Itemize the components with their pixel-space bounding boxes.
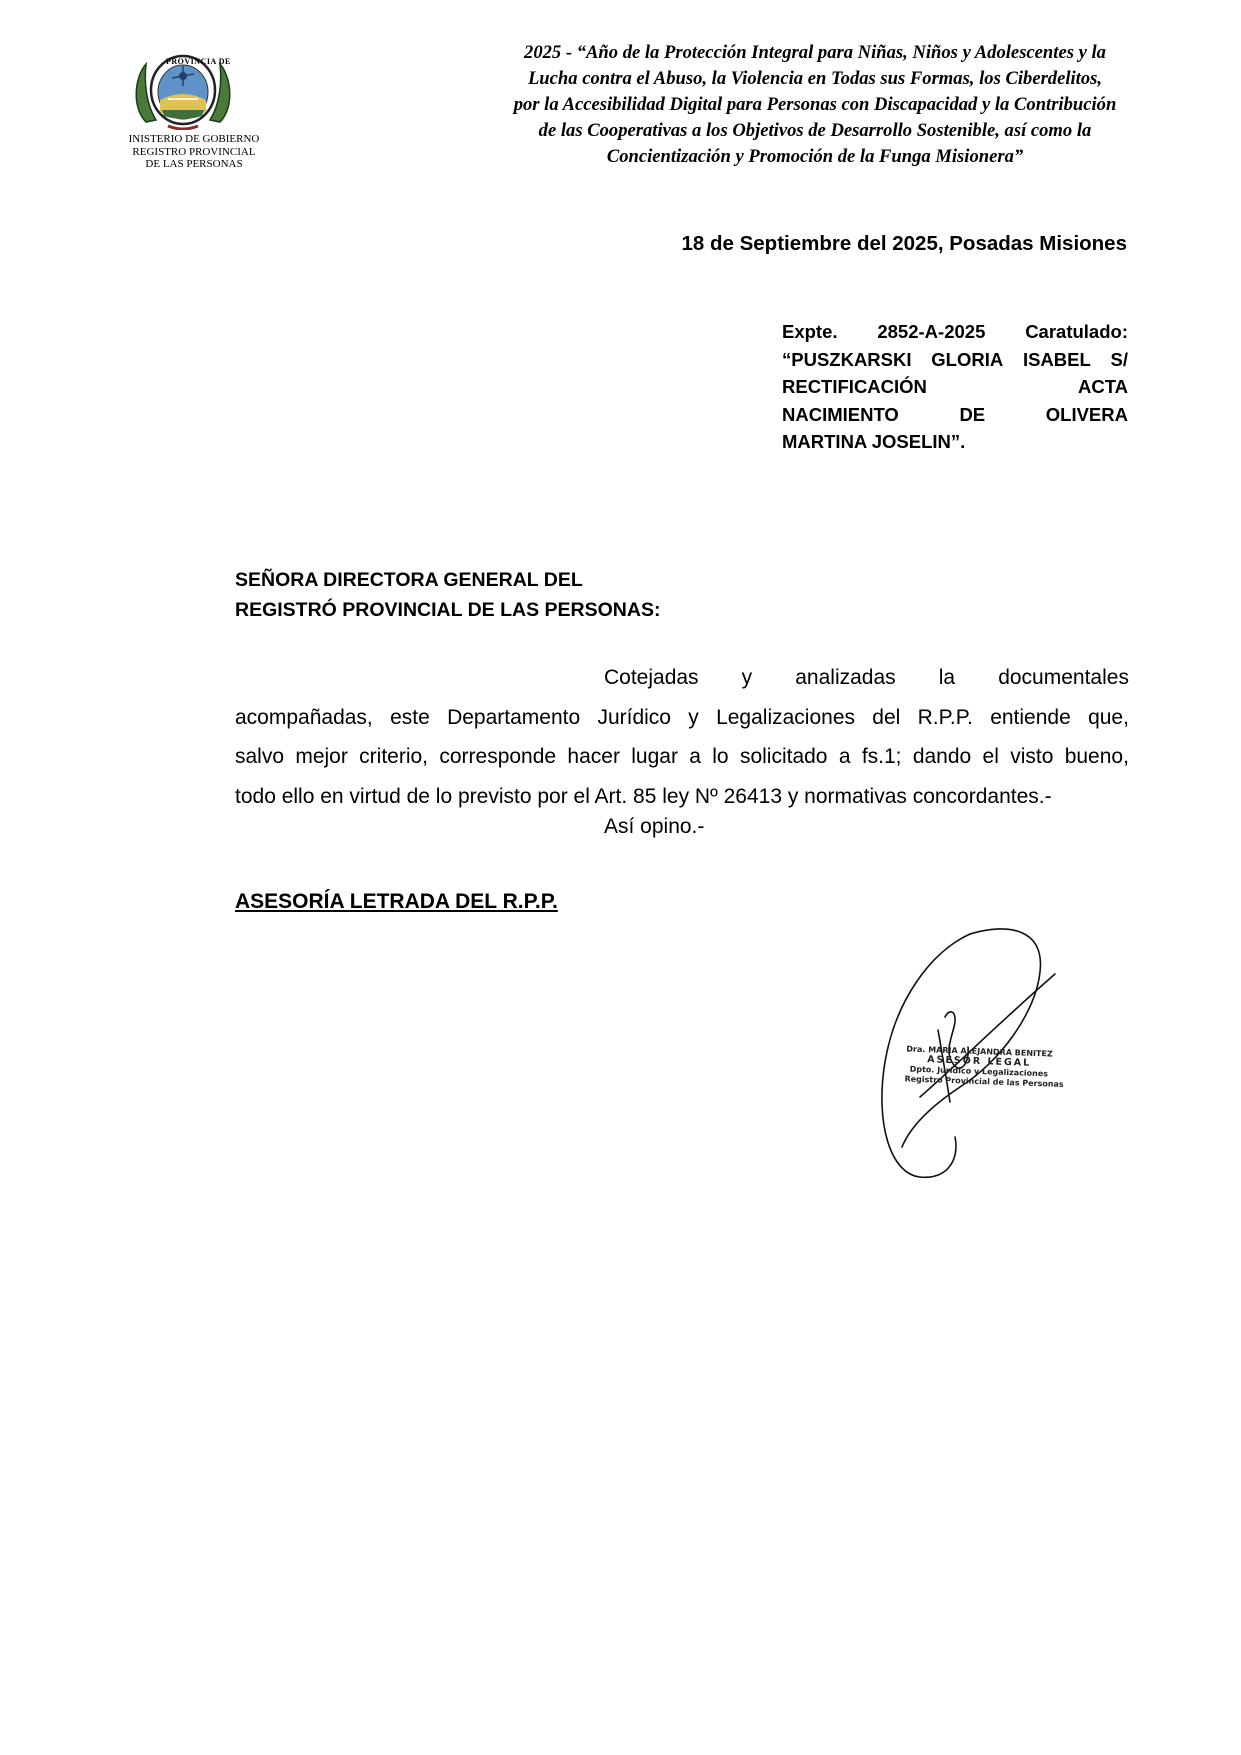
motto-line: de las Cooperativas a los Objetivos de Desarrollo Sostenible, así como la — [538, 120, 1092, 141]
signoff-title: ASESORÍA LETRADA DEL R.P.P. — [235, 890, 558, 913]
case-reference-line — [782, 346, 1128, 374]
word: Departamento — [447, 705, 581, 729]
body-line — [235, 698, 1129, 738]
addressee-line: REGISTRÓ PROVINCIAL DE LAS PERSONAS: — [235, 599, 661, 621]
case-reference — [782, 318, 1128, 456]
word: que, — [1088, 705, 1129, 729]
addressee-line: SEÑORA DIRECTORA GENERAL DEL — [235, 569, 583, 591]
word: este — [390, 705, 430, 729]
word: Expte. — [782, 321, 838, 342]
body-paragraph — [235, 658, 1129, 816]
word: acompañadas, — [235, 705, 373, 729]
word: salvo — [235, 745, 285, 768]
body-line — [604, 658, 1129, 698]
stamp-line: ASESOR LEGAL — [927, 1054, 1032, 1069]
word: documentales — [998, 666, 1129, 689]
case-reference-line — [782, 373, 1128, 401]
year-motto — [455, 40, 1175, 170]
closing-phrase: Así opino.- — [604, 815, 705, 838]
word: dando — [912, 745, 972, 768]
motto-line: 2025 - “Año de la Protección Integral para Niñas, Niños y Adolescentes y la — [524, 42, 1106, 63]
motto-line: por la Accesibilidad Digital para Personas con Discapacidad y la Contribución — [513, 94, 1117, 115]
word: analizadas — [795, 666, 896, 689]
word: del — [872, 705, 901, 729]
word: Legalizaciones — [716, 705, 855, 729]
organization-name — [108, 133, 280, 171]
word: mejor — [295, 745, 348, 768]
body-last-line: todo ello en virtud de lo previsto por el Art. 85 ley Nº 26413 y normativas concordantes.- — [235, 784, 1052, 808]
word: RECTIFICACIÓN — [782, 376, 927, 397]
word: lo — [712, 745, 729, 768]
province-seal-logo — [128, 52, 238, 130]
org-line: DE LAS PERSONAS — [145, 158, 243, 170]
word: DE — [959, 403, 986, 425]
word: la — [938, 666, 956, 689]
word: GLORIA — [931, 348, 1004, 370]
org-line: REGISTRO PROVINCIAL — [132, 145, 256, 158]
stamp-line: Dra. MARIA ALEJANDRA BENITEZ — [906, 1044, 1053, 1059]
date-line: 18 de Septiembre del 2025, Posadas Misiones — [681, 232, 1127, 255]
word: visto — [1010, 745, 1054, 768]
word: el — [982, 745, 999, 768]
body-line — [235, 777, 1129, 817]
case-number: 2852-A-2025 — [877, 321, 986, 342]
word: fs.1; — [861, 745, 902, 768]
word: OLIVERA — [1045, 403, 1128, 425]
word: y — [688, 705, 699, 729]
org-line: INISTERIO DE GOBIERNO — [128, 133, 260, 145]
signature-stamp — [904, 1044, 1064, 1089]
word: corresponde — [439, 745, 557, 768]
word: “PUSZKARSKI — [782, 348, 912, 370]
case-reference-line — [782, 318, 1128, 346]
word: y — [741, 666, 753, 689]
word: solicitado — [739, 745, 828, 768]
stamp-line: Dpto. Jurídico y Legalizaciones — [909, 1064, 1049, 1079]
word: entiende — [990, 705, 1071, 729]
body-line — [235, 737, 1129, 777]
seal-inscription: PROVINCIA DE — [166, 57, 231, 66]
word: ISABEL — [1022, 348, 1091, 370]
motto-line: Concientización y Promoción de la Funga Misionera” — [606, 146, 1024, 167]
word: NACIMIENTO — [782, 403, 899, 425]
word: bueno, — [1064, 745, 1129, 768]
word: S/ — [1110, 348, 1128, 370]
word: a — [838, 745, 851, 768]
word: lugar — [631, 745, 678, 768]
case-reference-line — [782, 428, 1128, 456]
stamp-line: Registro Provincial de las Personas — [904, 1074, 1064, 1089]
addressee — [235, 565, 660, 625]
word: Caratulado: — [1025, 321, 1128, 342]
word: criterio, — [359, 745, 429, 768]
word: ACTA — [1077, 376, 1128, 397]
word: hacer — [567, 745, 620, 768]
word: Cotejadas — [604, 666, 699, 689]
word: MARTINA JOSELIN”. — [782, 431, 966, 452]
case-reference-line — [782, 401, 1128, 429]
word: a — [689, 745, 701, 768]
word: R.P.P. — [917, 705, 973, 729]
motto-line: Lucha contra el Abuso, la Violencia en Todas sus Formas, los Ciberdelitos, — [527, 68, 1103, 89]
word: Jurídico — [597, 705, 671, 729]
